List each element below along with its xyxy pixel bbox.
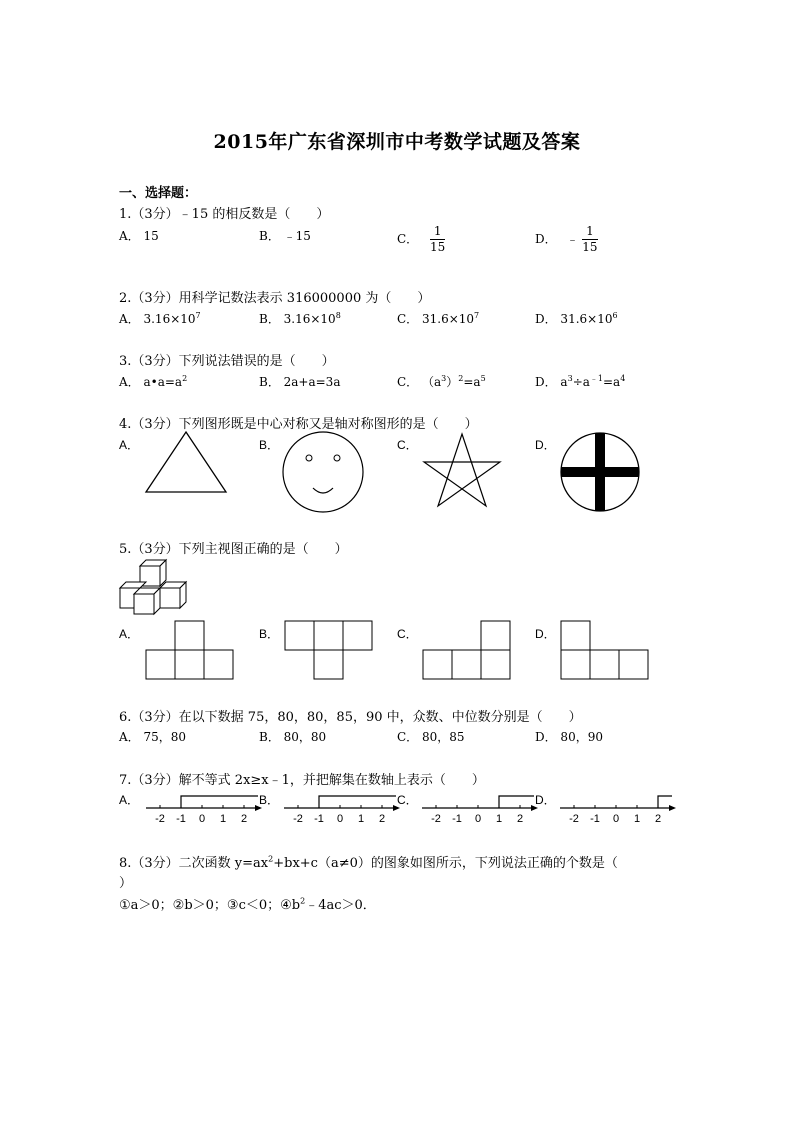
q2-option-b-base: B． 3.16×10 — [259, 312, 336, 326]
q4-option-a-label[interactable]: A． — [119, 438, 140, 452]
q7-tick-label: 1 — [357, 813, 365, 825]
q7-tick-label: 0 — [612, 813, 620, 825]
q3-option-b[interactable]: B． 2a+a=3a — [259, 375, 341, 389]
q3-option-a-exp: 2 — [182, 374, 188, 383]
q4-option-b-label[interactable]: B． — [259, 438, 280, 452]
q1-option-c-label: C． — [397, 232, 419, 246]
q7-tick-label: -1 — [314, 813, 324, 825]
q5-front-view-c[interactable] — [422, 620, 514, 682]
q1-option-d-label: D． — [535, 232, 557, 246]
q6-option-d[interactable]: D． 80，90 — [535, 730, 603, 744]
question-8-statements — [119, 894, 376, 913]
q7-option-c-label[interactable]: C． — [397, 793, 418, 807]
q7-tick-label: 2 — [378, 813, 386, 825]
pentagram-icon[interactable] — [420, 432, 505, 512]
q7-solution-bracket — [499, 796, 534, 808]
q7-option-b-label[interactable]: B． — [259, 793, 280, 807]
q7-option-d-label[interactable]: D． — [535, 793, 556, 807]
q1-fraction-d-denominator: 15 — [582, 240, 598, 254]
q7-tick-label: 1 — [219, 813, 227, 825]
q1-fraction-c-denominator: 15 — [430, 240, 446, 254]
q2-option-a-exp: 7 — [195, 311, 201, 320]
q7-tick-label: 0 — [336, 813, 344, 825]
q5-option-d-label[interactable]: D． — [535, 627, 556, 641]
q7-tick-label: -1 — [452, 813, 462, 825]
q7-solution-bracket — [181, 796, 258, 808]
question-3-stem: 3.（3分）下列说法错误的是（ ） — [119, 354, 335, 369]
q7-axis-arrow — [531, 805, 538, 811]
question-4-stem: 4.（3分）下列图形既是中心对称又是轴对称图形的是（ ） — [119, 417, 478, 432]
question-7-stem: 7.（3分）解不等式 2x≥x﹣1，并把解集在数轴上表示（ ） — [119, 773, 485, 788]
q7-tick-label: 2 — [516, 813, 524, 825]
q2-option-a-base: A． 3.16×10 — [119, 312, 196, 326]
circle-cross-icon[interactable] — [558, 430, 644, 516]
q3-option-a[interactable] — [119, 373, 187, 390]
q3-option-c[interactable] — [397, 373, 486, 390]
page-title: 2015年广东省深圳市中考数学试题及答案 — [213, 131, 581, 153]
q1-fraction-d — [582, 224, 597, 255]
smiley-face-icon[interactable] — [280, 430, 370, 515]
q7-tick-label: -2 — [155, 813, 165, 825]
q3-option-c-part3: =a — [463, 375, 481, 389]
q7-tick-label: -1 — [176, 813, 186, 825]
q2-option-a[interactable] — [119, 310, 201, 327]
q2-option-c-base: C． 31.6×10 — [397, 312, 475, 326]
q8-statements-part2: ﹣4ac＞0． — [305, 898, 376, 913]
q3-option-d-exp1: 3 — [567, 374, 573, 383]
section-heading-choice: 一、选择题： — [119, 186, 198, 201]
q7-tick-label: 0 — [474, 813, 482, 825]
triangle-icon[interactable] — [140, 428, 235, 498]
q1-option-b[interactable]: B． ﹣15 — [259, 229, 311, 243]
q1-fraction-c-numerator: 1 — [430, 224, 445, 240]
q1-option-d-sign: ﹣ — [566, 232, 579, 246]
q5-option-c-label[interactable]: C． — [397, 627, 418, 641]
q3-option-d-exp2: ﹣1 — [589, 374, 603, 383]
q4-option-d-label[interactable]: D． — [535, 438, 556, 452]
q3-option-d-part3: =a — [603, 375, 621, 389]
q7-number-line-d[interactable] — [560, 790, 680, 830]
question-8-stem-continued: ） — [119, 876, 133, 891]
q3-option-c-exp1: 3 — [441, 374, 447, 383]
q3-option-d-part1: D． a — [535, 375, 568, 389]
question-6-stem: 6.（3分）在以下数据 75，80，80，85，90 中，众数、中位数分别是（ ） — [119, 710, 582, 725]
q8-statements-part1: ①a＞0；②b＞0；③c＜0；④b — [119, 898, 301, 913]
q2-option-c-exp: 7 — [474, 311, 480, 320]
q7-axis-arrow — [393, 805, 400, 811]
q3-option-d-exp3: 4 — [620, 374, 626, 383]
q1-option-d[interactable] — [535, 224, 598, 255]
q2-option-c[interactable] — [397, 310, 479, 327]
q8-stem-part2: +bx+c（a≠0）的图象如图所示，下列说法正确的个数是（ — [273, 856, 618, 871]
q8-statements-exp: 2 — [300, 896, 306, 906]
q2-option-b-exp: 8 — [335, 311, 341, 320]
q7-tick-label: 0 — [198, 813, 206, 825]
q7-solution-bracket — [319, 796, 396, 808]
q3-option-a-text: A． a•a=a — [119, 375, 183, 389]
q7-tick-label: -1 — [590, 813, 600, 825]
q1-fraction-c — [430, 224, 445, 255]
q3-option-d[interactable] — [535, 373, 625, 390]
q5-option-a-label[interactable]: A． — [119, 627, 140, 641]
q7-tick-label: 1 — [633, 813, 641, 825]
question-2-stem: 2.（3分）用科学记数法表示 316000000 为（ ） — [119, 291, 431, 306]
q7-tick-label: 2 — [654, 813, 662, 825]
q7-axis-arrow — [255, 805, 262, 811]
q3-option-c-exp3: 5 — [480, 374, 486, 383]
q2-option-d[interactable] — [535, 310, 618, 327]
cube-stack-3d-icon — [118, 558, 193, 620]
q7-number-line-b[interactable] — [284, 790, 404, 830]
q7-axis-arrow — [669, 805, 676, 811]
q3-option-c-part2: ） — [446, 375, 459, 389]
q7-tick-label: 1 — [495, 813, 503, 825]
q3-option-d-part2: ÷a — [572, 375, 590, 389]
q6-option-c[interactable]: C． 80，85 — [397, 730, 465, 744]
q7-tick-label: -2 — [293, 813, 303, 825]
q3-option-c-exp2: 2 — [458, 374, 464, 383]
q8-stem-exp: 2 — [268, 854, 274, 864]
q4-option-c-label[interactable]: C． — [397, 438, 418, 452]
q8-stem-part1: 8.（3分）二次函数 y=ax — [119, 856, 269, 871]
q7-tick-label: -2 — [431, 813, 441, 825]
question-8-stem — [119, 852, 618, 871]
q7-tick-label: -2 — [569, 813, 579, 825]
q5-front-view-b[interactable] — [284, 620, 376, 682]
question-5-stem: 5.（3分）下列主视图正确的是（ ） — [119, 542, 348, 557]
q2-option-d-exp: 6 — [612, 311, 618, 320]
q6-option-b[interactable]: B． 80，80 — [259, 730, 327, 744]
q2-option-b[interactable] — [259, 310, 341, 327]
q7-number-line-c[interactable] — [422, 790, 542, 830]
q2-option-d-base: D． 31.6×10 — [535, 312, 613, 326]
q3-option-c-part1: C． （a — [397, 375, 442, 389]
q1-fraction-d-numerator: 1 — [582, 224, 597, 240]
q6-option-a[interactable]: A． 75，80 — [119, 730, 187, 744]
q7-tick-label: 2 — [240, 813, 248, 825]
q1-option-a[interactable]: A． 15 — [119, 229, 159, 243]
q5-front-view-d[interactable] — [560, 620, 652, 682]
q7-option-a-label[interactable]: A． — [119, 793, 140, 807]
q1-option-c[interactable] — [397, 224, 445, 255]
q5-front-view-a[interactable] — [145, 620, 237, 682]
question-1-stem: 1.（3分）﹣15 的相反数是（ ） — [119, 207, 330, 222]
q5-option-b-label[interactable]: B． — [259, 627, 280, 641]
q7-number-line-a[interactable] — [146, 790, 266, 830]
